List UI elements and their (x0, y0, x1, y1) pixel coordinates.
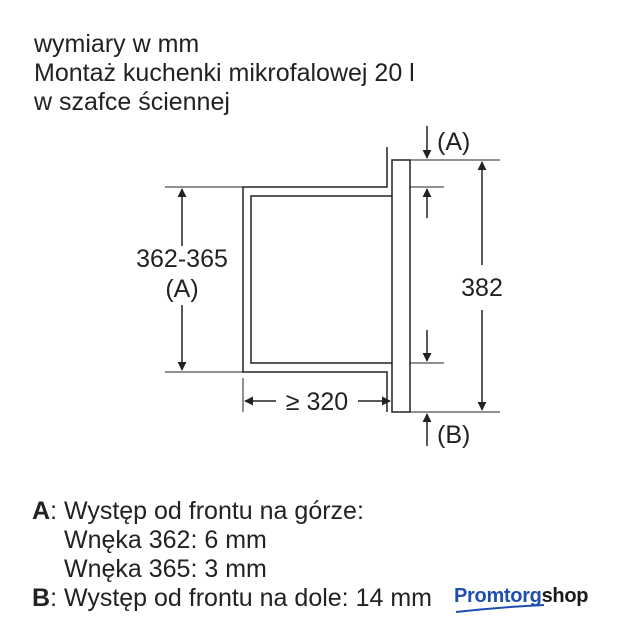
cabinet-outline (243, 147, 402, 412)
height-value-label: 362-365 (136, 245, 228, 273)
offset-a-label: (A) (437, 128, 471, 156)
note-b (32, 584, 432, 613)
logo-text-promtorg: Promtorg (454, 585, 542, 607)
dimension-notes (32, 497, 432, 613)
note-b-text: : Występ od frontu na dole: 14 mm (50, 584, 432, 612)
front-height-label: 382 (461, 274, 503, 302)
note-a-niche-365: Wnęka 365: 3 mm (64, 555, 267, 583)
note-a (32, 497, 432, 526)
title-units: wymiary w mm (34, 30, 200, 58)
microwave-front-panel (392, 160, 410, 412)
extension-lines (165, 160, 500, 412)
note-a-text: : Występ od frontu na górze: (50, 497, 364, 525)
note-b-key: B (32, 584, 51, 612)
promtorgshop-logo (440, 578, 612, 618)
depth-label: ≥ 320 (285, 388, 349, 416)
title-installation: Montaż kuchenki mikrofalowej 20 l (34, 59, 415, 87)
note-a-key: A (32, 497, 51, 525)
offset-b-label: (B) (437, 421, 471, 449)
title-cabinet: w szafce ściennej (34, 88, 230, 116)
logo-swoosh-icon (440, 578, 612, 618)
height-ref-label: (A) (165, 275, 199, 303)
note-a-niche-362: Wnęka 362: 6 mm (64, 526, 267, 554)
logo-text-shop: shop (541, 585, 589, 607)
